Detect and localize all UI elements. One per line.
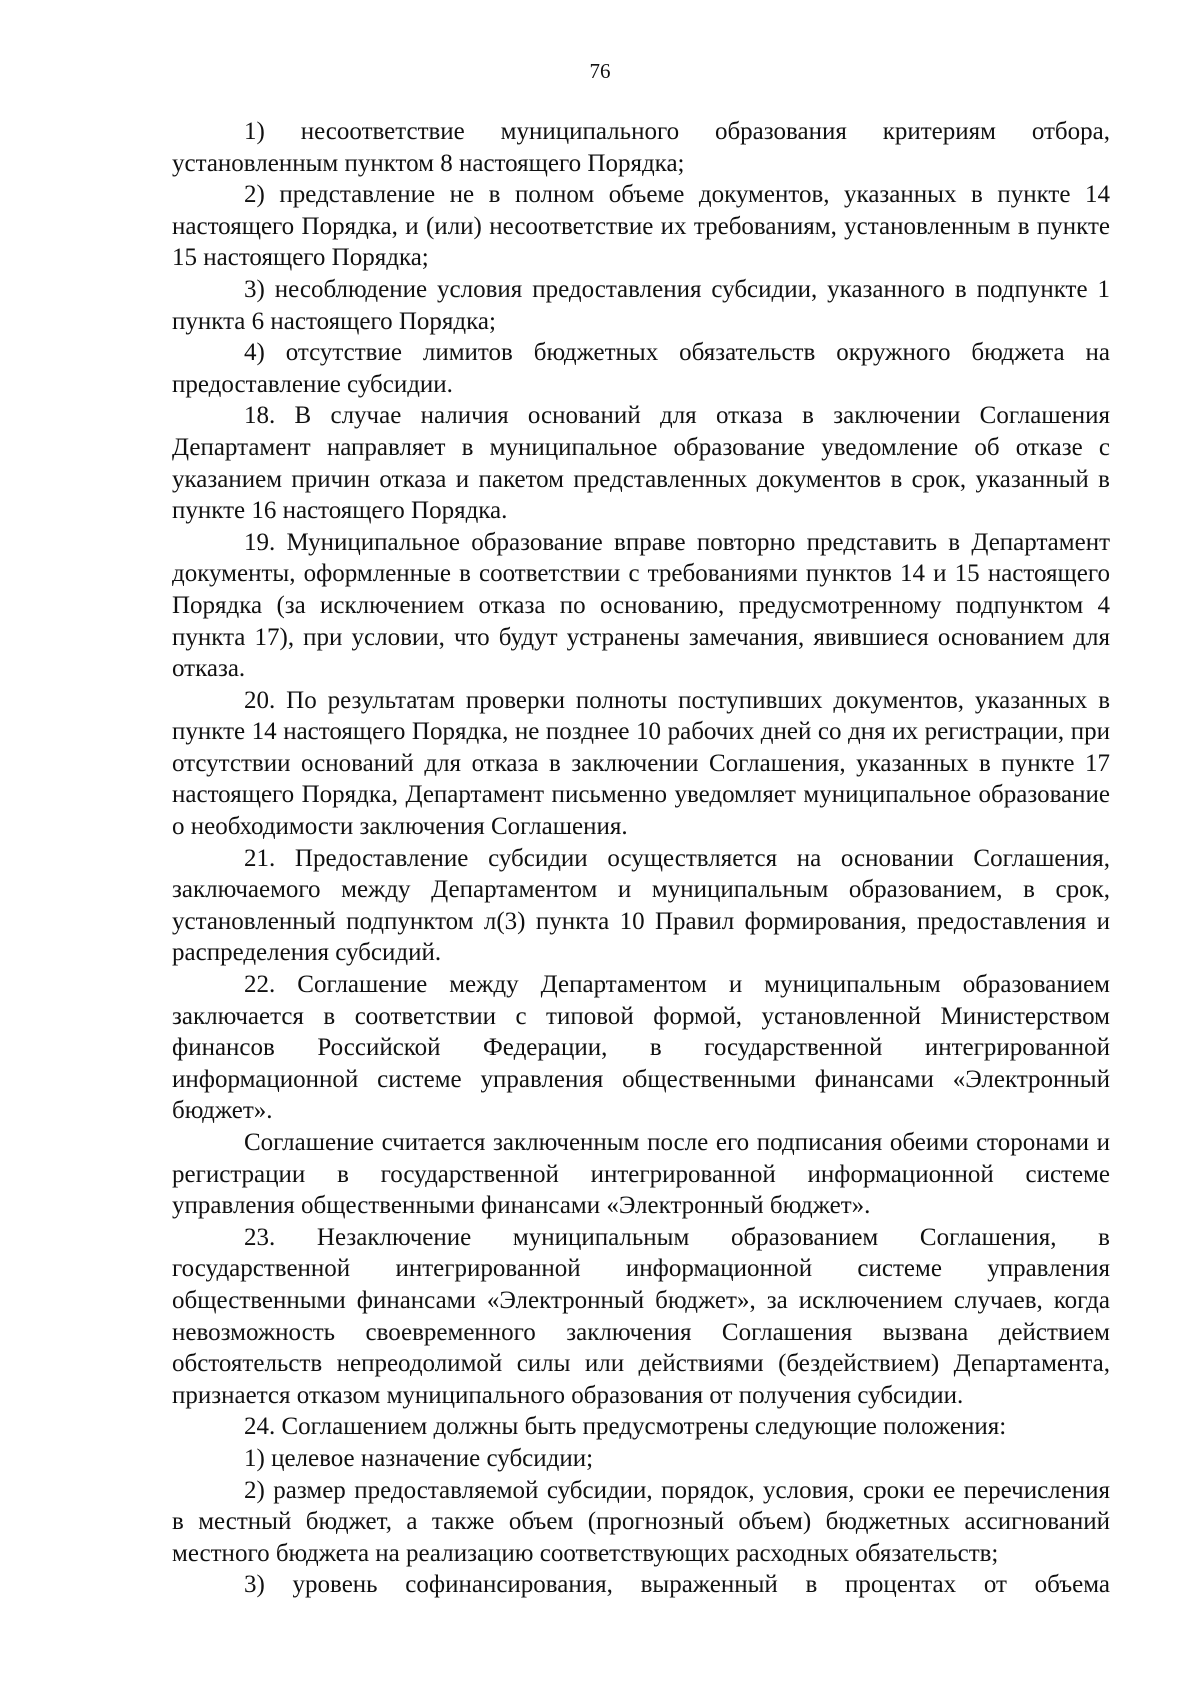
- paragraph-item-4: 4) отсутствие лимитов бюджетных обязательств окружного бюджета на предоставление субсидии.: [172, 339, 1110, 398]
- paragraph-item-3: 3) несоблюдение условия предоставления субсидии, указанного в подпункте 1 пункта 6 настоящего Порядка;: [172, 275, 1110, 335]
- paragraph-19: 19. Муниципальное образование вправе повторно представить в Департамент документы, оформленные в соответствии с требованиями пунктов 14 и 15 настоящего Порядка (за исключением отказа по основанию, предусмотренному подпунктом 4 пункта 17), при условии, что будут устранены замечания, явившиеся основанием для отказа.: [172, 528, 1110, 683]
- paragraph-24-item-3: 3) уровень софинансирования, выраженный в процентах от объема: [244, 1571, 1110, 1599]
- paragraph-22-continuation: Соглашение считается заключенным после его подписания обеими сторонами и регистрации в государственной интегрированной информационной системе управления общественными финансами «Электронный бюджет».: [172, 1129, 1110, 1220]
- paragraph-18: 18. В случае наличия оснований для отказа в заключении Соглашения Департамент направляет в муниципальное образование уведомление об отказе с указанием причин отказа и пакетом представленных документов в срок, указанный в пункте 16 настоящего Порядка.: [172, 402, 1110, 525]
- paragraph-24: 24. Соглашением должны быть предусмотрены следующие положения:: [244, 1413, 1007, 1441]
- paragraph-24-item-2: 2) размер предоставляемой субсидии, порядок, условия, сроки ее перечисления в местный бюджет, а также объем (прогнозный объем) бюджетных ассигнований местного бюджета на реализацию соответствующих расходных обязательств;: [172, 1476, 1110, 1567]
- paragraph-item-2: 2) представление не в полном объеме документов, указанных в пункте 14 настоящего Порядка, и (или) несоответствие их требованиям, установленным в пункте 15 настоящего Порядка;: [172, 181, 1110, 272]
- paragraph-20: 20. По результатам проверки полноты поступивших документов, указанных в пункте 14 настоящего Порядка, не позднее 10 рабочих дней со дня их регистрации, при отсутствии оснований для отказа в заключении Соглашения, указанных в пункте 17 настоящего Порядка, Департамент письменно уведомляет муниципальное образование о необходимости заключения Соглашения.: [172, 686, 1110, 841]
- paragraph-23: 23. Незаключение муниципальным образованием Соглашения, в государственной интегрированной информационной системе управления общественными финансами «Электронный бюджет», за исключением случаев, когда невозможность своевременного заключения Соглашения вызвана действием обстоятельств непреодолимой силы или действиями (бездействием) Департамента, признается отказом муниципального образования от получения субсидии.: [172, 1223, 1110, 1409]
- paragraph-22: 22. Соглашение между Департаментом и муниципальным образованием заключается в соответствии с типовой формой, установленной Министерством финансов Российской Федерации, в государственной интегрированной информационной системе управления общественными финансами «Электронный бюджет».: [172, 971, 1110, 1125]
- paragraph-item-1: 1) несоответствие муниципального образования критериям отбора, установленным пунктом 8 настоящего Порядка;: [172, 118, 1110, 177]
- document-body: [172, 116, 1110, 1601]
- paragraph-24-item-1: 1) целевое назначение субсидии;: [244, 1444, 594, 1472]
- page-number: 76: [589, 59, 611, 83]
- paragraph-21: 21. Предоставление субсидии осуществляется на основании Соглашения, заключаемого между Департаментом и муниципальным образованием, в срок, установленный подпунктом л(3) пункта 10 Правил формирования, предоставления и распределения субсидий.: [172, 844, 1110, 967]
